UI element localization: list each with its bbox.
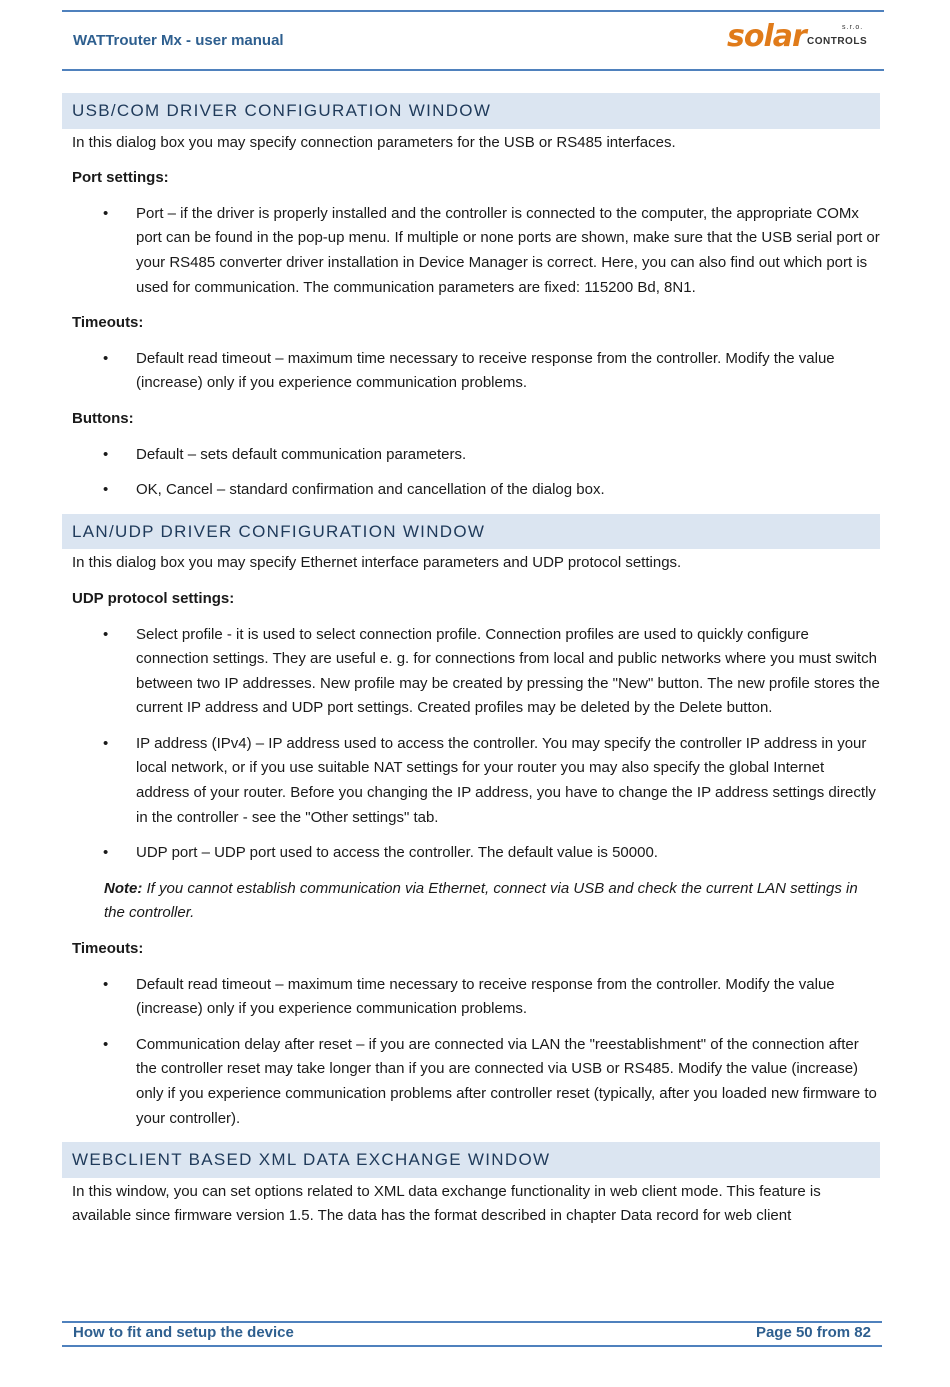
- bullet-icon: •: [103, 349, 109, 367]
- solar-controls-logo: [727, 19, 877, 54]
- list-item: • UDP port – UDP port used to access the controller. The default value is 50000.: [62, 841, 880, 866]
- logo-subtitle: CONTROLS: [807, 36, 868, 47]
- bullet-icon: •: [103, 481, 109, 499]
- lan-udp-list: [62, 623, 880, 866]
- bullet-icon: •: [103, 734, 109, 752]
- list-item: • Communication delay after reset – if you are connected via LAN the "reestablishment" of the connection after the controller reset may take longer than if you are connected via USB or RS485. Modify the value (increase) only if you experience communication problems after controller reset (typically, after you loaded new firmware to your controller).: [62, 1033, 880, 1131]
- section-heading-webclient: WEBCLIENT BASED XML DATA EXCHANGE WINDOW: [62, 1142, 880, 1178]
- bullet-icon: •: [103, 1035, 109, 1053]
- logo-suffix: s.r.o.: [842, 24, 864, 31]
- bullet-icon: •: [103, 975, 109, 993]
- list-item: • Default read timeout – maximum time necessary to receive response from the controller. Modify the value (increase) only if you experience communication problems.: [62, 973, 880, 1022]
- logo-wordmark: solar: [727, 19, 806, 54]
- bullet-icon: •: [103, 844, 109, 862]
- list-item: • IP address (IPv4) – IP address used to access the controller. You may specify the controller IP address in your local network, or if you use suitable NAT settings for your router you may also specify the global Internet address of your router. Before you changing the IP address, you have to change the IP address settings directly in the controller - see the "Other settings" tab.: [62, 732, 880, 830]
- lan-udp-label: UDP protocol settings:: [72, 589, 235, 607]
- bullet-icon: •: [103, 625, 109, 643]
- webclient-intro: In this window, you can set options related to XML data exchange functionality in web client mode. This feature is available since firmware version 1.5. The data has the format described in chapter Data record for web client: [72, 1182, 821, 1225]
- footer-rule-top: [62, 1321, 882, 1323]
- usb-port-list: [62, 202, 880, 300]
- lan-note: [104, 877, 880, 926]
- usb-intro: In this dialog box you may specify connection parameters for the USB or RS485 interfaces.: [72, 133, 676, 151]
- list-item: • Select profile - it is used to select connection profile. Connection profiles are used to quickly configure connection settings. They are useful e. g. for connections from local and public networks where you must switch between two IP addresses. New profile may be created by pressing the "New" button. The new profile stores the current IP address and UDP port settings. Created profiles may be deleted by the Delete button.: [62, 623, 880, 721]
- bullet-icon: •: [103, 204, 109, 222]
- lan-timeouts-label: Timeouts:: [72, 940, 144, 958]
- section-heading-usb: USB/COM DRIVER CONFIGURATION WINDOW: [62, 93, 880, 129]
- usb-buttons-label: Buttons:: [72, 409, 134, 427]
- note-text: If you cannot establish communication via Ethernet, connect via USB and check the current LAN settings in the controller.: [104, 879, 858, 922]
- page-content: [62, 93, 880, 1240]
- footer-chapter-title: How to fit and setup the device: [73, 1324, 294, 1341]
- list-item: • Default read timeout – maximum time necessary to receive response from the controller. Modify the value (increase) only if you experience communication problems.: [62, 347, 880, 396]
- header-title: WATTrouter Mx - user manual: [73, 32, 284, 49]
- footer-rule-bottom: [62, 1345, 882, 1347]
- section-heading-lan: LAN/UDP DRIVER CONFIGURATION WINDOW: [62, 514, 880, 550]
- list-item: • Default – sets default communication parameters.: [62, 443, 880, 468]
- usb-timeouts-label: Timeouts:: [72, 314, 144, 332]
- lan-timeouts-list: [62, 973, 880, 1132]
- usb-buttons-list: [62, 443, 880, 503]
- header-rule-bottom: [62, 69, 884, 71]
- usb-timeouts-list: [62, 347, 880, 396]
- header-rule-top: [62, 10, 884, 12]
- list-item: • Port – if the driver is properly installed and the controller is connected to the computer, the appropriate COMx port can be found in the pop-up menu. If multiple or none ports are shown, make sure that the USB serial port or your RS485 converter driver installation in Device Manager is correct. Here, you can also find out which port is used for communication. The communication parameters are fixed: 115200 Bd, 8N1.: [62, 202, 880, 300]
- footer-page-number: Page 50 from 82: [755, 1324, 871, 1341]
- bullet-icon: •: [103, 445, 109, 463]
- list-item: • OK, Cancel – standard confirmation and cancellation of the dialog box.: [62, 478, 880, 503]
- usb-port-label: Port settings:: [72, 169, 169, 187]
- lan-intro: In this dialog box you may specify Ethernet interface parameters and UDP protocol settings.: [72, 554, 682, 572]
- note-label: Note:: [104, 879, 143, 897]
